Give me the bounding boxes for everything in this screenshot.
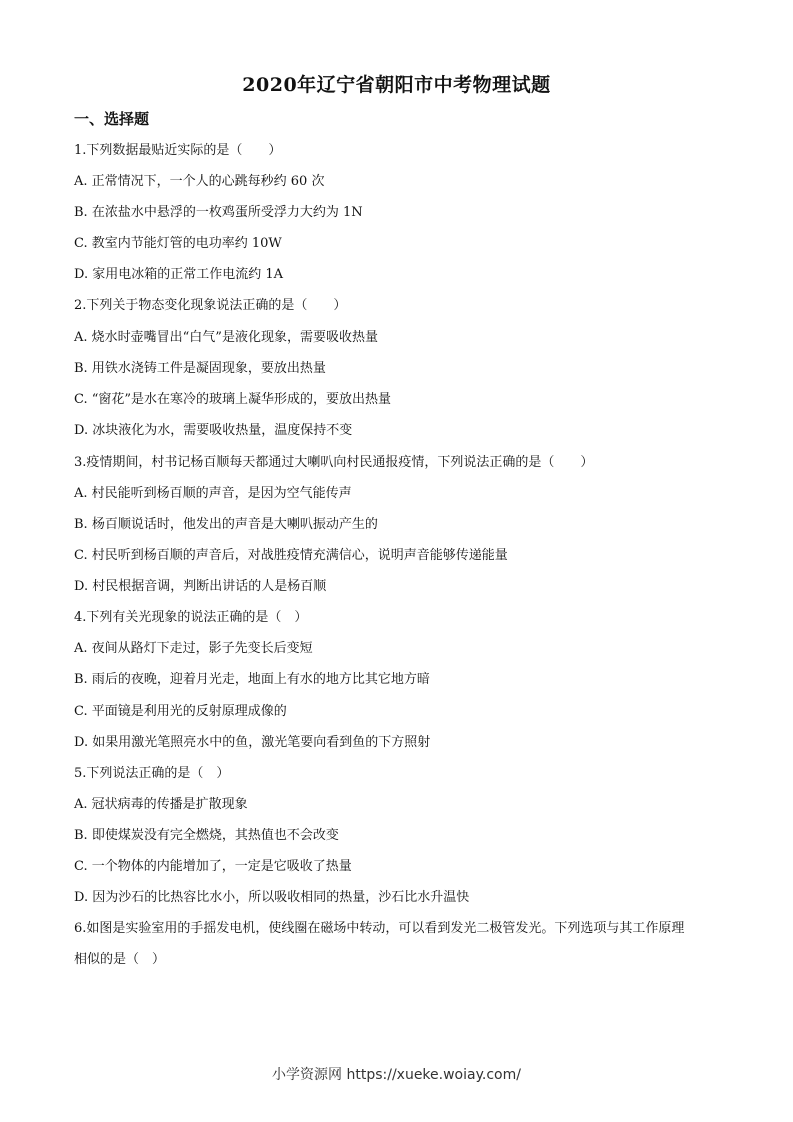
question-5-option-a: A. 冠状病毒的传播是扩散现象 bbox=[74, 797, 248, 812]
question-3-option-c: C. 村民听到杨百顺的声音后，对战胜疫情充满信心，说明声音能够传递能量 bbox=[74, 548, 508, 563]
question-4-option-c: C. 平面镜是利用光的反射原理成像的 bbox=[74, 704, 287, 719]
question-3-option-d: D. 村民根据音调，判断出讲话的人是杨百顺 bbox=[74, 579, 327, 594]
question-4-option-d: D. 如果用激光笔照亮水中的鱼，激光笔要向看到鱼的下方照射 bbox=[74, 735, 431, 750]
question-5-option-d: D. 因为沙石的比热容比水小，所以吸收相同的热量，沙石比水升温快 bbox=[74, 890, 470, 905]
question-3-stem: 3.疫情期间，村书记杨百顺每天都通过大喇叭向村民通报疫情，下列说法正确的是（ ） bbox=[74, 455, 594, 470]
section-heading: 一、选择题 bbox=[74, 110, 150, 128]
question-2-option-b: B. 用铁水浇铸工件是凝固现象，要放出热量 bbox=[74, 361, 326, 376]
question-1-option-c: C. 教室内节能灯管的电功率约 10W bbox=[74, 236, 282, 251]
question-3-option-a: A. 村民能听到杨百顺的声音，是因为空气能传声 bbox=[74, 486, 352, 501]
question-1-stem: 1.下列数据最贴近实际的是（ ） bbox=[74, 143, 282, 158]
question-6-stem-line-2: 相似的是（ ） bbox=[74, 952, 166, 967]
question-6-stem-line-1: 6.如图是实验室用的手摇发电机，使线圈在磁场中转动，可以看到发光二极管发光。下列选项与其工作原理 bbox=[74, 921, 685, 936]
question-1-option-b: B. 在浓盐水中悬浮的一枚鸡蛋所受浮力大约为 1N bbox=[74, 205, 363, 220]
question-4-stem: 4.下列有关光现象的说法正确的是（ ） bbox=[74, 610, 308, 625]
question-2-option-a: A. 烧水时壶嘴冒出“白气”是液化现象，需要吸收热量 bbox=[74, 330, 378, 345]
question-4-option-a: A. 夜间从路灯下走过，影子先变长后变短 bbox=[74, 641, 313, 656]
question-1-option-a: A. 正常情况下，一个人的心跳每秒约 60 次 bbox=[74, 174, 325, 189]
question-2-stem: 2.下列关于物态变化现象说法正确的是（ ） bbox=[74, 298, 347, 313]
question-5-option-b: B. 即使煤炭没有完全燃烧，其热值也不会改变 bbox=[74, 828, 339, 843]
question-1-option-d: D. 家用电冰箱的正常工作电流约 1A bbox=[74, 267, 284, 282]
page-title: 2020年辽宁省朝阳市中考物理试题 bbox=[242, 74, 551, 96]
question-5-option-c: C. 一个物体的内能增加了，一定是它吸收了热量 bbox=[74, 859, 352, 874]
question-2-option-c: C. “窗花”是水在寒冷的玻璃上凝华形成的，要放出热量 bbox=[74, 392, 392, 407]
question-3-option-b: B. 杨百顺说话时，他发出的声音是大喇叭振动产生的 bbox=[74, 517, 378, 532]
question-2-option-d: D. 冰块液化为水，需要吸收热量，温度保持不变 bbox=[74, 423, 353, 438]
question-4-option-b: B. 雨后的夜晚，迎着月光走，地面上有水的地方比其它地方暗 bbox=[74, 672, 430, 687]
footer-source-link[interactable]: 小学资源网 https://xueke.woiay.com/ bbox=[272, 1067, 521, 1083]
question-5-stem: 5.下列说法正确的是（ ） bbox=[74, 766, 230, 781]
